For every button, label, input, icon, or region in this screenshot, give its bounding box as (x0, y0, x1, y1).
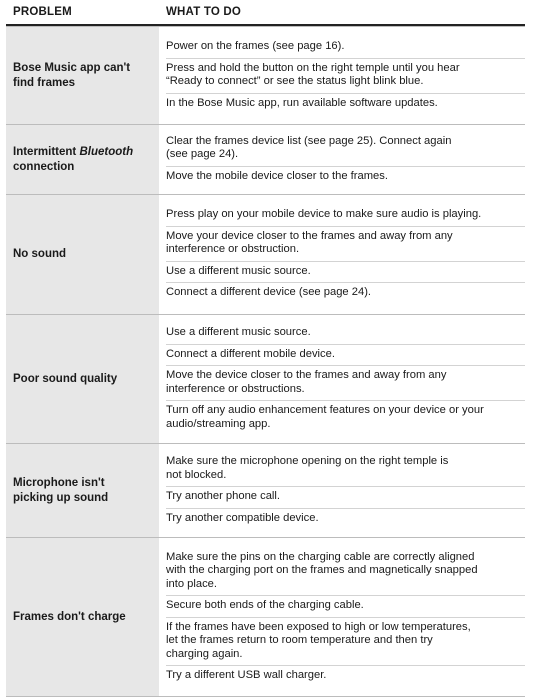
problem-text-part: connection (13, 160, 75, 173)
solution-item: Try another compatible device. (166, 511, 319, 524)
solution-item: Move the mobile device closer to the frames. (166, 169, 388, 182)
solution-item: Try another phone call. (166, 487, 525, 509)
solution-item: In the Bose Music app, run available software updates. (166, 96, 438, 109)
solution-item: Move the device closer to the frames and away from any interference or obstructions. (166, 366, 525, 401)
table-row (6, 314, 525, 443)
solution-cell (159, 27, 525, 124)
solution-cell (159, 195, 525, 314)
problem-text: Bose Music app can't find frames (13, 61, 131, 89)
problem-text: Frames don't charge (13, 610, 126, 623)
problem-cell (6, 444, 159, 537)
problem-text (13, 145, 133, 175)
problem-cell (6, 315, 159, 443)
solution-cell (159, 315, 525, 443)
solution-item: Power on the frames (see page 16). (166, 37, 525, 59)
solution-item: Turn off any audio enhancement features on your device or your audio/streaming app. (166, 404, 484, 430)
table-row (6, 537, 525, 696)
problem-text-italic: Bluetooth (79, 145, 134, 158)
solution-item: Press play on your mobile device to make sure audio is playing. (166, 205, 525, 227)
table-row (6, 124, 525, 194)
solution-cell (159, 538, 525, 696)
table-row (6, 26, 525, 124)
table-bottom-rule (6, 696, 525, 697)
solution-item: Make sure the microphone opening on the right temple is not blocked. (166, 452, 525, 487)
solution-item: Connect a different mobile device. (166, 345, 525, 367)
solution-cell (159, 125, 525, 194)
problem-cell (6, 538, 159, 696)
problem-cell (6, 27, 159, 124)
problem-cell (6, 125, 159, 194)
solution-item: Use a different music source. (166, 262, 525, 284)
table-header (6, 0, 525, 26)
solution-item: Press and hold the button on the right temple until you hear “Ready to connect” or see the status light blink blue. (166, 59, 525, 94)
solution-item: Move your device closer to the frames and away from any interference or obstruction. (166, 227, 525, 262)
table-row (6, 443, 525, 537)
problem-text-part: Intermittent (13, 145, 80, 158)
header-what-to-do: WHAT TO DO (166, 6, 242, 18)
solution-cell (159, 444, 525, 537)
solution-item: Connect a different device (see page 24). (166, 286, 372, 299)
solution-item: Make sure the pins on the charging cable are correctly aligned with the charging port on the frames and magnetically snapped into place. (166, 548, 525, 597)
problem-text: Microphone isn't picking up sound (13, 476, 109, 504)
solution-item: Try a different USB wall charger. (166, 669, 327, 681)
problem-text: Poor sound quality (13, 372, 118, 385)
solution-item: If the frames have been exposed to high or low temperatures, let the frames return to room temperature and then try charging again. (166, 618, 525, 667)
problem-cell (6, 195, 159, 314)
solution-item: Clear the frames device list (see page 25). Connect again (see page 24). (166, 132, 525, 167)
table-row (6, 194, 525, 314)
solution-item: Use a different music source. (166, 323, 525, 345)
header-problem: PROBLEM (13, 6, 72, 18)
problem-text: No sound (13, 248, 67, 260)
solution-item: Secure both ends of the charging cable. (166, 596, 525, 618)
